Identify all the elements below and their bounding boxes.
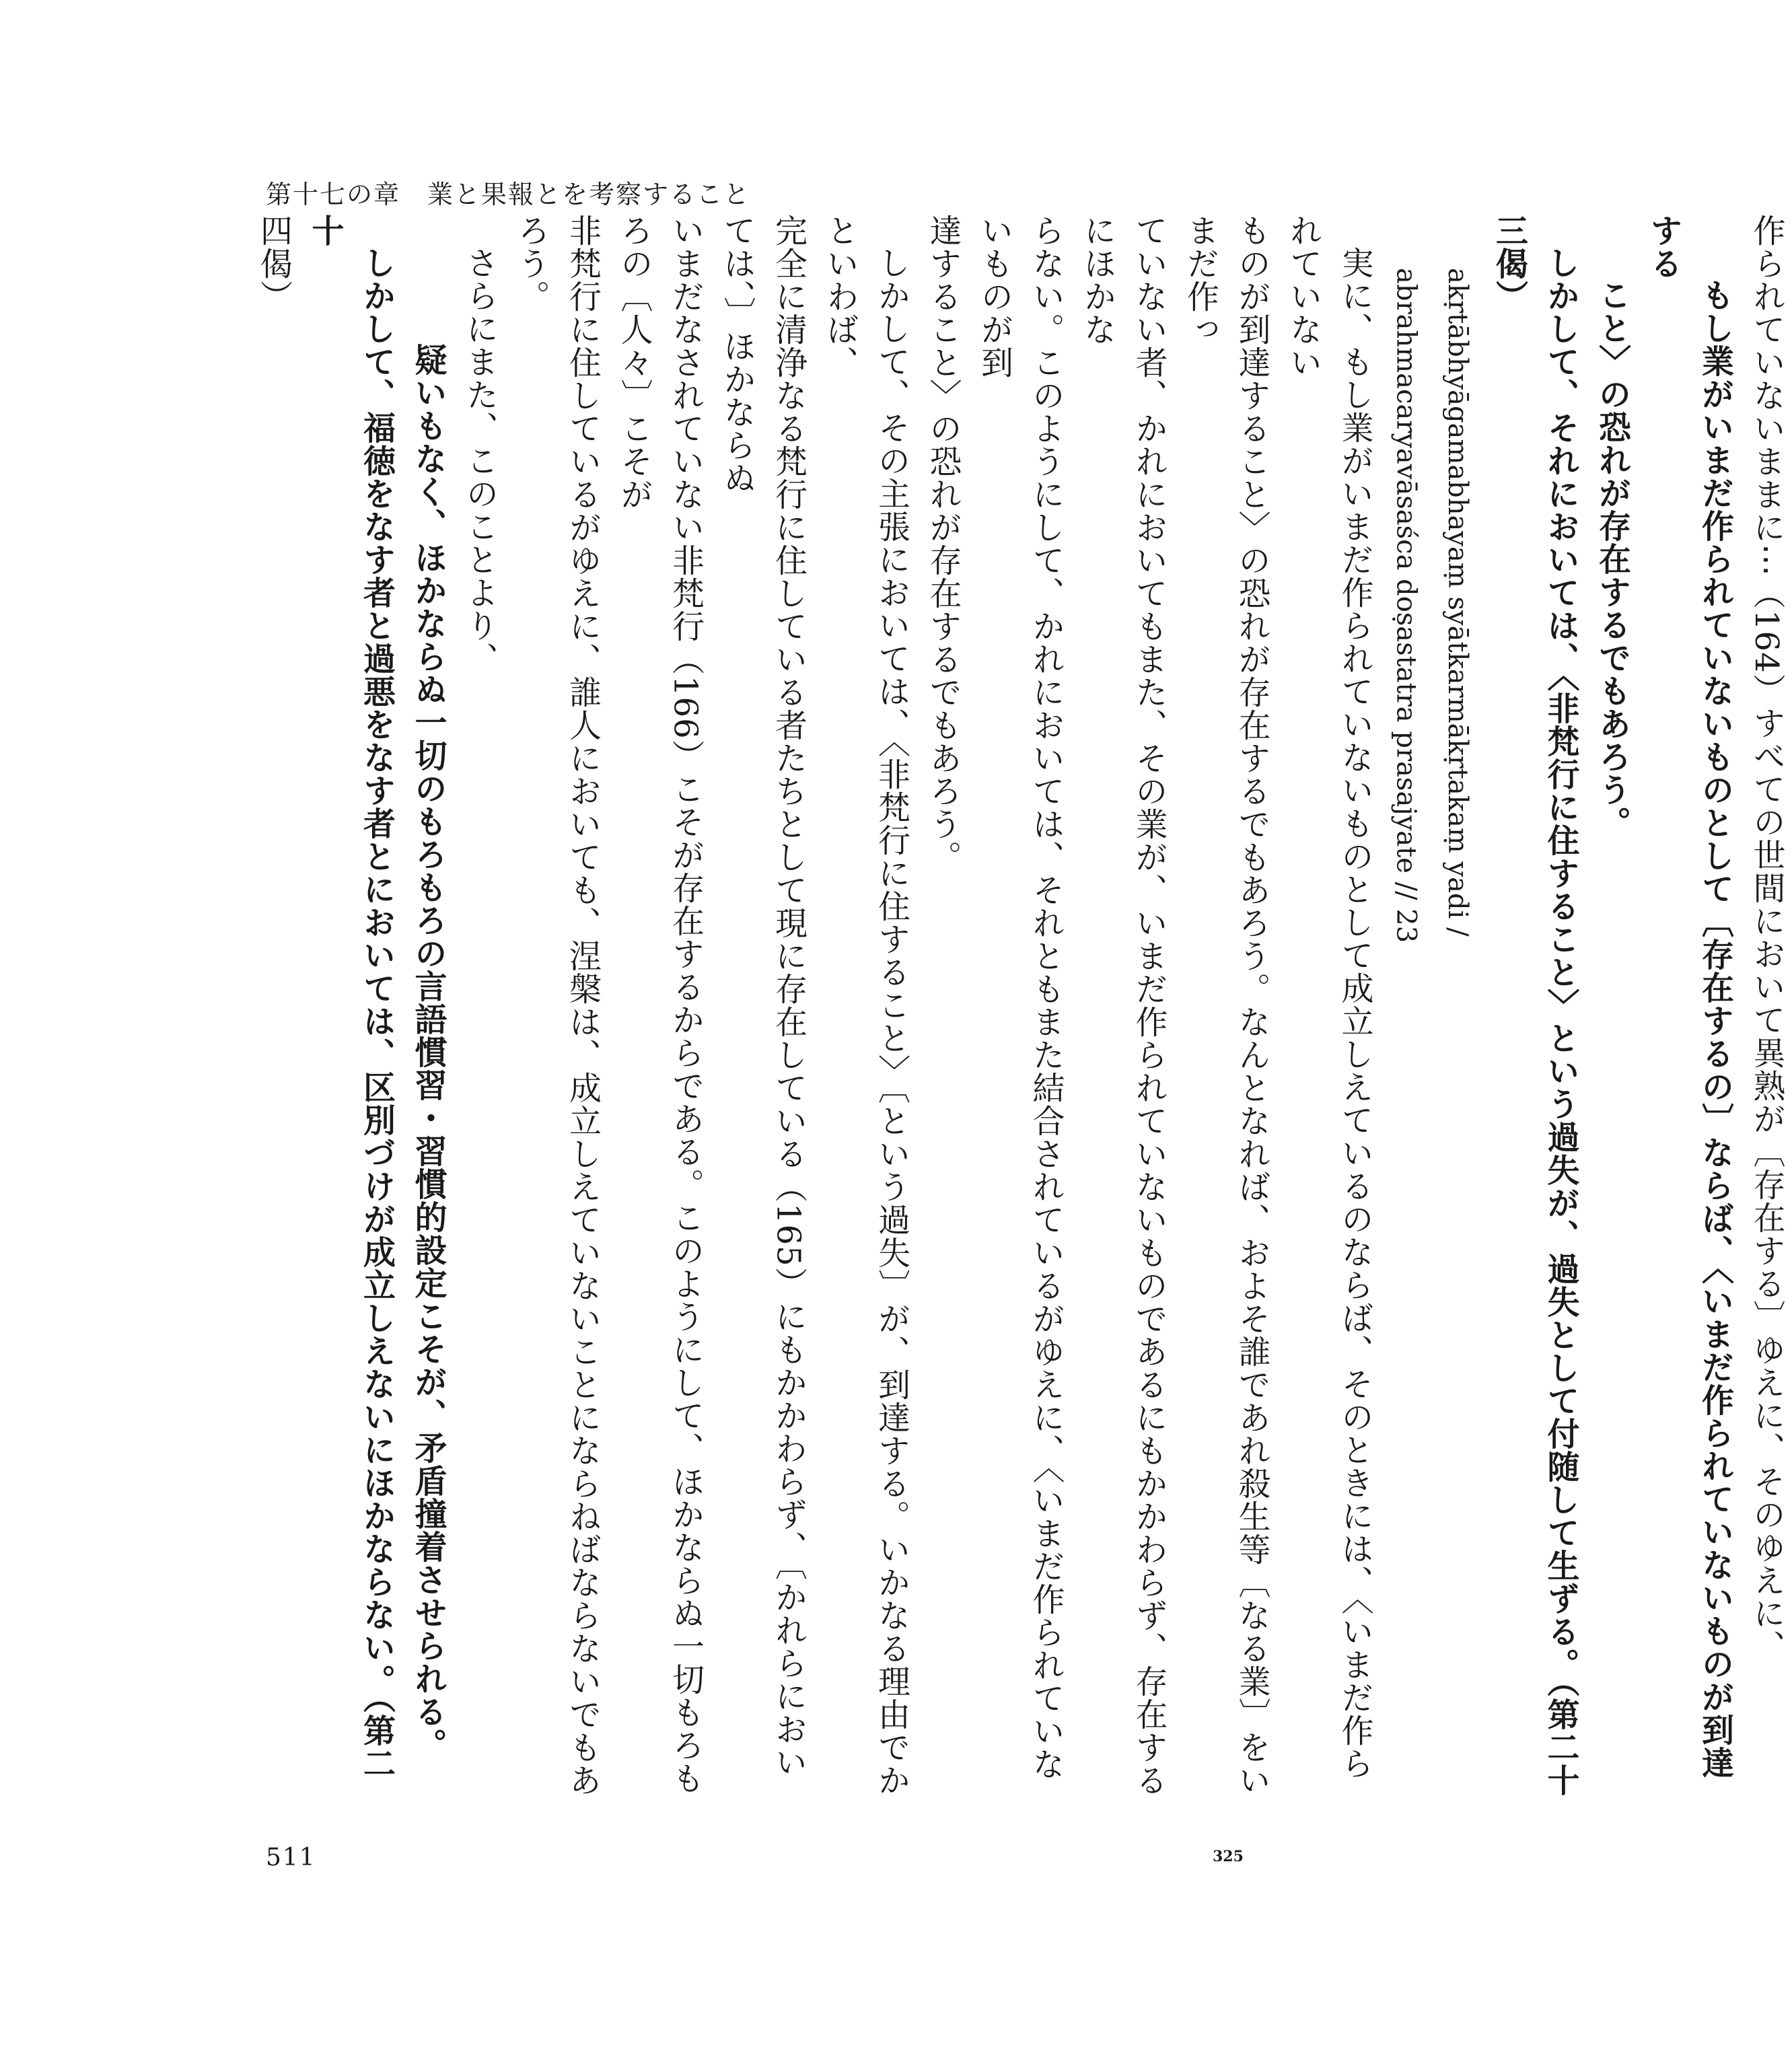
text-line: しかして、福徳をなす者と過悪をなす者とにおいては、区別づけが成立しえないにほかならない。（第二十 <box>306 214 396 1780</box>
page-body <box>248 214 1785 1797</box>
page-number: 511 <box>266 1844 316 1871</box>
text-line: 非梵行に住しているがゆえに、誰人においても、涅槃は、成立しえていないことにならねばならないでもあろう。 <box>512 214 602 1797</box>
text-line: いまだなされていない非梵行（166）こそが存在するからである。このようにして、ほかならぬ一切もろもろの〔人々〕こそが <box>615 214 705 1795</box>
text-line: ものが到達すること〉の恐れが存在するでもあろう。なんとなれば、およそ誰であれ殺生等〔なる業〕をいまだ作っ <box>1181 214 1270 1797</box>
text-line: らない。このようにして、かれにおいては、それともまた結合されているがゆえに、〈いまだ作られていないものが到 <box>975 214 1065 1781</box>
text-line: 達すること〉の恐れが存在するでもあろう。 <box>924 214 962 873</box>
body-text <box>248 214 1792 1797</box>
text-line: 完全に清浄なる梵行に住している者たちとして現に存在している（165）にもかかわらず、〔かれらにおいては、〕ほかならぬ <box>718 214 808 1779</box>
marginal-page-mark: 325 <box>1213 1848 1244 1865</box>
text-line: ていない者、かれにおいてもまた、その業が、いまだ作られていないものであるにもかかわらず、存在するにほかな <box>1078 214 1168 1797</box>
text-line: 作られていないままに⋯（164）すべての世間において異熟が〔存在する〕ゆえに、そのゆえに、 <box>1748 214 1785 1663</box>
text-line: しかして、それにおいては、〈非梵行に住すること〉という過失が、過失として付随して生ずる。（第二十三偈） <box>1490 214 1579 1797</box>
text-line: しかして、その主張においては、〈非梵行に住すること〉〔という過失〕が、到達する。いかなる理由でかといわば、 <box>821 214 910 1797</box>
text-line: akṛtābhyāgamabhayaṃ syātkarmākṛtakaṃ yadi / <box>1442 268 1473 937</box>
running-header: 第十七の章 業と果報とを考察すること <box>266 180 751 209</box>
text-line: 実に、もし業がいまだ作られていないものとして成立しえているのならば、そのときには、〈いまだ作られていない <box>1284 214 1373 1780</box>
text-line: 四偈） <box>254 214 293 313</box>
text-line: abrahmacaryavāsaśca doṣastatra prasajyate // 23 <box>1390 268 1422 943</box>
text-line: さらにまた、このことより、 <box>460 246 499 675</box>
text-line: 疑いもなく、ほかならぬ一切のもろもろの言語慣習・習慣的設定こそが、矛盾撞着させられる。 <box>409 343 447 1761</box>
text-line: こと〉の恐れが存在するでもあろう。 <box>1593 279 1631 839</box>
text-line: もし業がいまだ作られていないものとして〔存在するの〕ならば、〈いまだ作られていないものが到達する <box>1645 214 1734 1779</box>
